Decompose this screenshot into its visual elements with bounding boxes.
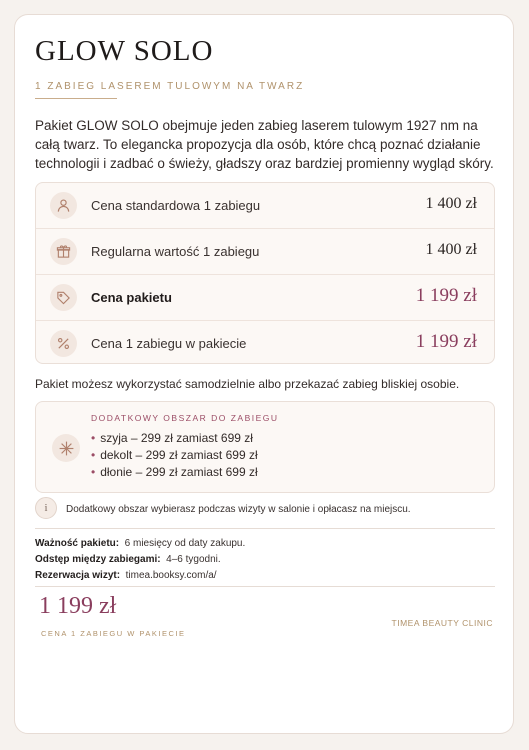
- brand-name: TIMEA BEAUTY CLINIC: [391, 618, 493, 628]
- detail-booking: [35, 570, 217, 581]
- package-card: [14, 14, 514, 734]
- price-value: 1 400 zł: [425, 241, 477, 258]
- list-item-text: dłonie – 299 zł zamiast 699 zł: [100, 465, 258, 479]
- tag-icon: [50, 284, 77, 311]
- price-value: 1 400 zł: [425, 195, 477, 212]
- page-subtitle: 1 ZABIEG LASEREM TULOWYM NA TWARZ: [35, 81, 305, 92]
- detail-label: Ważność pakietu:: [35, 538, 120, 549]
- total-price: 1 199 zł: [39, 593, 117, 619]
- extra-area-title: DODATKOWY OBSZAR DO ZABIEGU: [91, 413, 279, 423]
- price-row-package: [36, 274, 494, 319]
- booking-link[interactable]: timea.booksy.com/a/: [125, 570, 217, 581]
- bullet: •: [91, 448, 96, 462]
- total-caption: CENA 1 ZABIEGU W PAKIECIE: [41, 629, 186, 638]
- extra-area-list: [91, 430, 258, 481]
- price-label: Cena pakietu: [91, 290, 172, 305]
- detail-value: 4–6 tygodni.: [166, 554, 221, 565]
- price-label: Cena 1 zabiegu w pakiecie: [91, 336, 247, 351]
- price-table: [35, 182, 495, 364]
- list-item-text: dekolt – 299 zł zamiast 699 zł: [100, 448, 258, 462]
- list-item: [91, 447, 258, 464]
- price-label: Cena standardowa 1 zabiegu: [91, 198, 261, 213]
- title-divider: [35, 98, 117, 99]
- detail-label: Odstęp między zabiegami:: [35, 554, 161, 565]
- info-icon: i: [35, 497, 57, 519]
- divider: [35, 586, 495, 587]
- price-value: 1 199 zł: [415, 285, 477, 306]
- detail-value: 6 miesięcy od daty zakupu.: [124, 538, 246, 549]
- bullet: •: [91, 431, 96, 445]
- list-item-text: szyja – 299 zł zamiast 699 zł: [100, 431, 253, 445]
- divider: [35, 528, 495, 529]
- price-label: Regularna wartość 1 zabiegu: [91, 244, 260, 259]
- list-item: [91, 464, 258, 481]
- bullet: •: [91, 465, 96, 479]
- price-row-regular: [36, 228, 494, 273]
- detail-interval: [35, 554, 221, 565]
- sparkle-icon: [52, 434, 80, 462]
- page-title: GLOW SOLO: [35, 35, 214, 67]
- price-value: 1 199 zł: [415, 331, 477, 352]
- list-item: [91, 430, 258, 447]
- transfer-note: Pakiet możesz wykorzystać samodzielnie albo przekazać zabieg bliskiej osobie.: [35, 377, 460, 391]
- gift-icon: [50, 238, 77, 265]
- percent-icon: [50, 330, 77, 357]
- price-row-standard: [36, 183, 494, 228]
- info-text: Dodatkowy obszar wybierasz podczas wizyty w salonie i opłacasz na miejscu.: [66, 504, 411, 515]
- detail-label: Rezerwacja wizyt:: [35, 570, 121, 581]
- person-icon: [50, 192, 77, 219]
- intro-text: Pakiet GLOW SOLO obejmuje jeden zabieg laserem tulowym 1927 nm na całą twarz. To elegancka propozycja dla osób, które chcą poznać działanie technologii i zadbać o świeży, gładszy oraz bardziej promienny wygląd skóry.: [35, 118, 494, 171]
- extra-area-box: [35, 401, 495, 493]
- detail-validity: [35, 538, 245, 549]
- price-row-per-treatment: [36, 320, 494, 364]
